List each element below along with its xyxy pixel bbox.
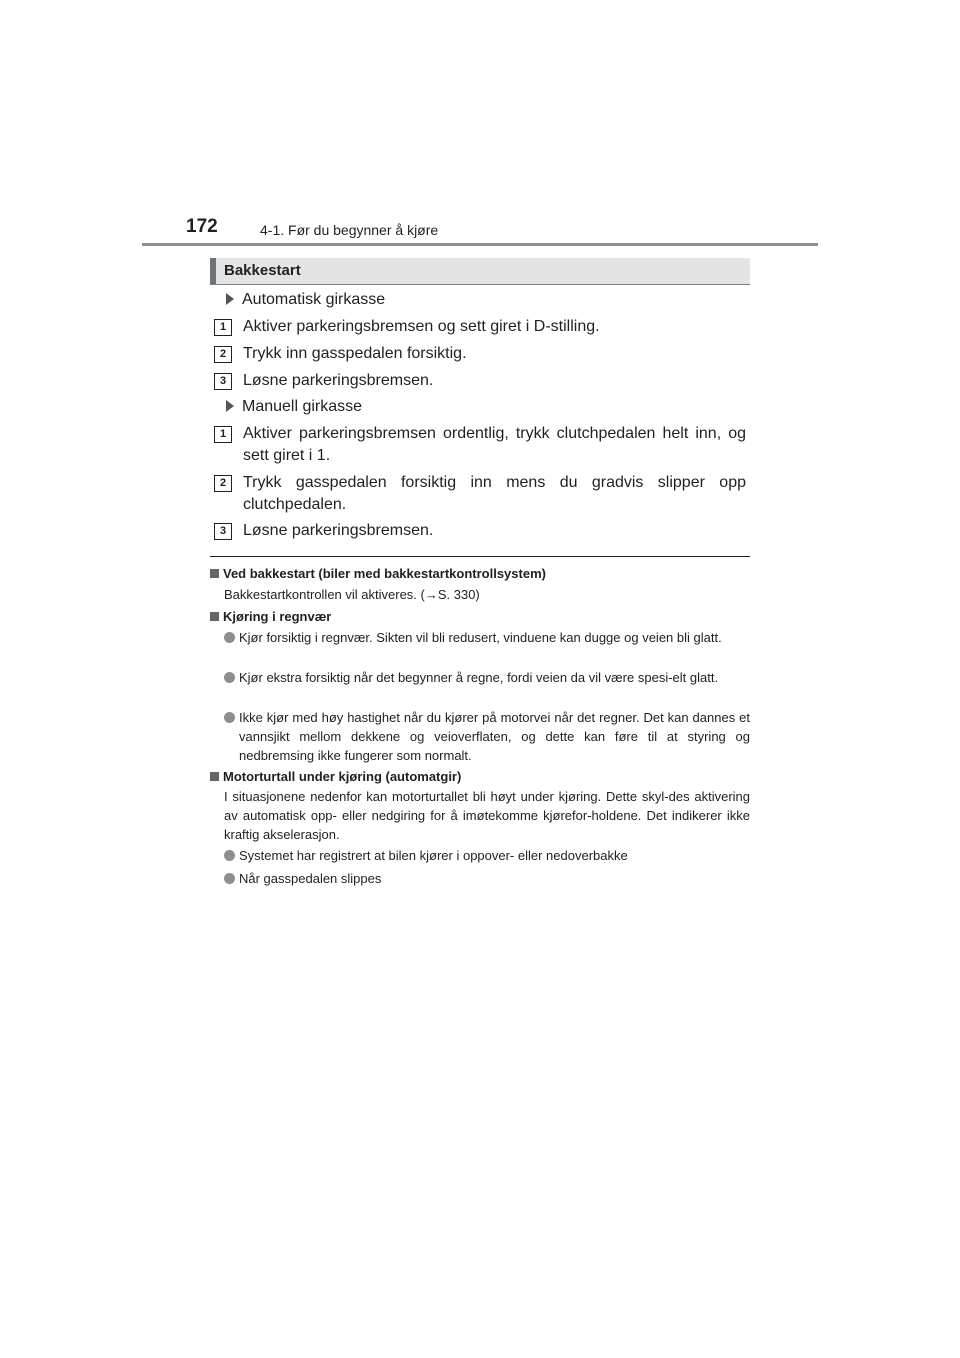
square-bullet-icon <box>210 569 219 578</box>
section-heading-bar <box>210 258 750 285</box>
bullet-text: Kjør forsiktig i regnvær. Sikten vil bli redusert, vinduene kan dugge og veien bli glatt. <box>239 630 722 645</box>
note-text: Bakkestartkontrollen vil aktiveres. (→S. 330) <box>224 587 480 602</box>
note-heading-text: Motorturtall under kjøring (automatgir) <box>223 769 462 784</box>
step-text: Løsne parkeringsbremsen. <box>243 522 434 539</box>
bullet-item <box>224 668 750 687</box>
bullet-item <box>224 708 750 765</box>
step-text: Trykk inn gasspedalen forsiktig. <box>243 345 467 362</box>
circle-bullet-icon <box>224 850 235 861</box>
circle-bullet-icon <box>224 873 235 884</box>
step-text: Aktiver parkeringsbremsen ordentlig, trykk clutchpedalen helt inn, og sett giret i 1. <box>243 425 746 464</box>
bullet-text: Systemet har registrert at bilen kjører i oppover- eller nedoverbakke <box>239 848 628 863</box>
circle-bullet-icon <box>224 632 235 643</box>
subsection-title: Manuell girkasse <box>242 398 363 415</box>
step-number-badge: 2 <box>214 475 232 492</box>
step-text: Trykk gasspedalen forsiktig inn mens du gradvis slipper opp clutchpedalen. <box>243 474 746 513</box>
subsection-automatic <box>226 289 385 311</box>
circle-bullet-icon <box>224 672 235 683</box>
step-text: Aktiver parkeringsbremsen og sett giret i D-stilling. <box>243 318 600 335</box>
notes-divider <box>210 556 750 557</box>
note-heading-rpm <box>210 768 461 785</box>
note-heading-rain <box>210 608 331 625</box>
step-text: Løsne parkeringsbremsen. <box>243 372 434 389</box>
subsection-title: Automatisk girkasse <box>242 291 386 308</box>
step-number-badge: 1 <box>214 426 232 443</box>
bullet-item <box>224 869 750 888</box>
triangle-bullet-icon <box>226 293 234 305</box>
section-heading: Bakkestart <box>224 262 301 279</box>
bullet-item <box>224 846 750 865</box>
note-text: I situasjonene nedenfor kan motorturtallet bli høyt under kjøring. Dette skyl-des aktivering av automatisk opp- eller nedgiring for å imøtekomme kjørefor-holdene. Det indikerer ikke kraftig akselerasjon. <box>224 789 750 842</box>
triangle-bullet-icon <box>226 400 234 412</box>
step-number-badge: 1 <box>214 319 232 336</box>
bullet-item <box>224 628 750 647</box>
circle-bullet-icon <box>224 712 235 723</box>
bullet-text: Kjør ekstra forsiktig når det begynner å regne, fordi veien da vil være spesi-elt glatt. <box>239 670 719 685</box>
step-number-badge: 3 <box>214 373 232 390</box>
bullet-text: Når gasspedalen slippes <box>239 871 382 886</box>
note-heading-text: Ved bakkestart (biler med bakkestartkontrollsystem) <box>223 566 546 581</box>
header-divider <box>142 243 818 246</box>
square-bullet-icon <box>210 772 219 781</box>
step-number-badge: 3 <box>214 523 232 540</box>
step-number-badge: 2 <box>214 346 232 363</box>
note-heading-hill-start <box>210 565 546 582</box>
chapter-title: 4-1. Før du begynner å kjøre <box>260 222 439 238</box>
square-bullet-icon <box>210 612 219 621</box>
note-heading-text: Kjøring i regnvær <box>223 609 332 624</box>
heading-accent-bar <box>210 258 216 284</box>
page-number: 172 <box>186 216 218 237</box>
bullet-text: Ikke kjør med høy hastighet når du kjører på motorvei når det regner. Det kan dannes et vannsjikt mellom dekkene og veioverflaten, og dette kan føre til at styring og nedbremsing ikke fungerer som normalt. <box>239 710 750 763</box>
subsection-manual <box>226 396 362 418</box>
